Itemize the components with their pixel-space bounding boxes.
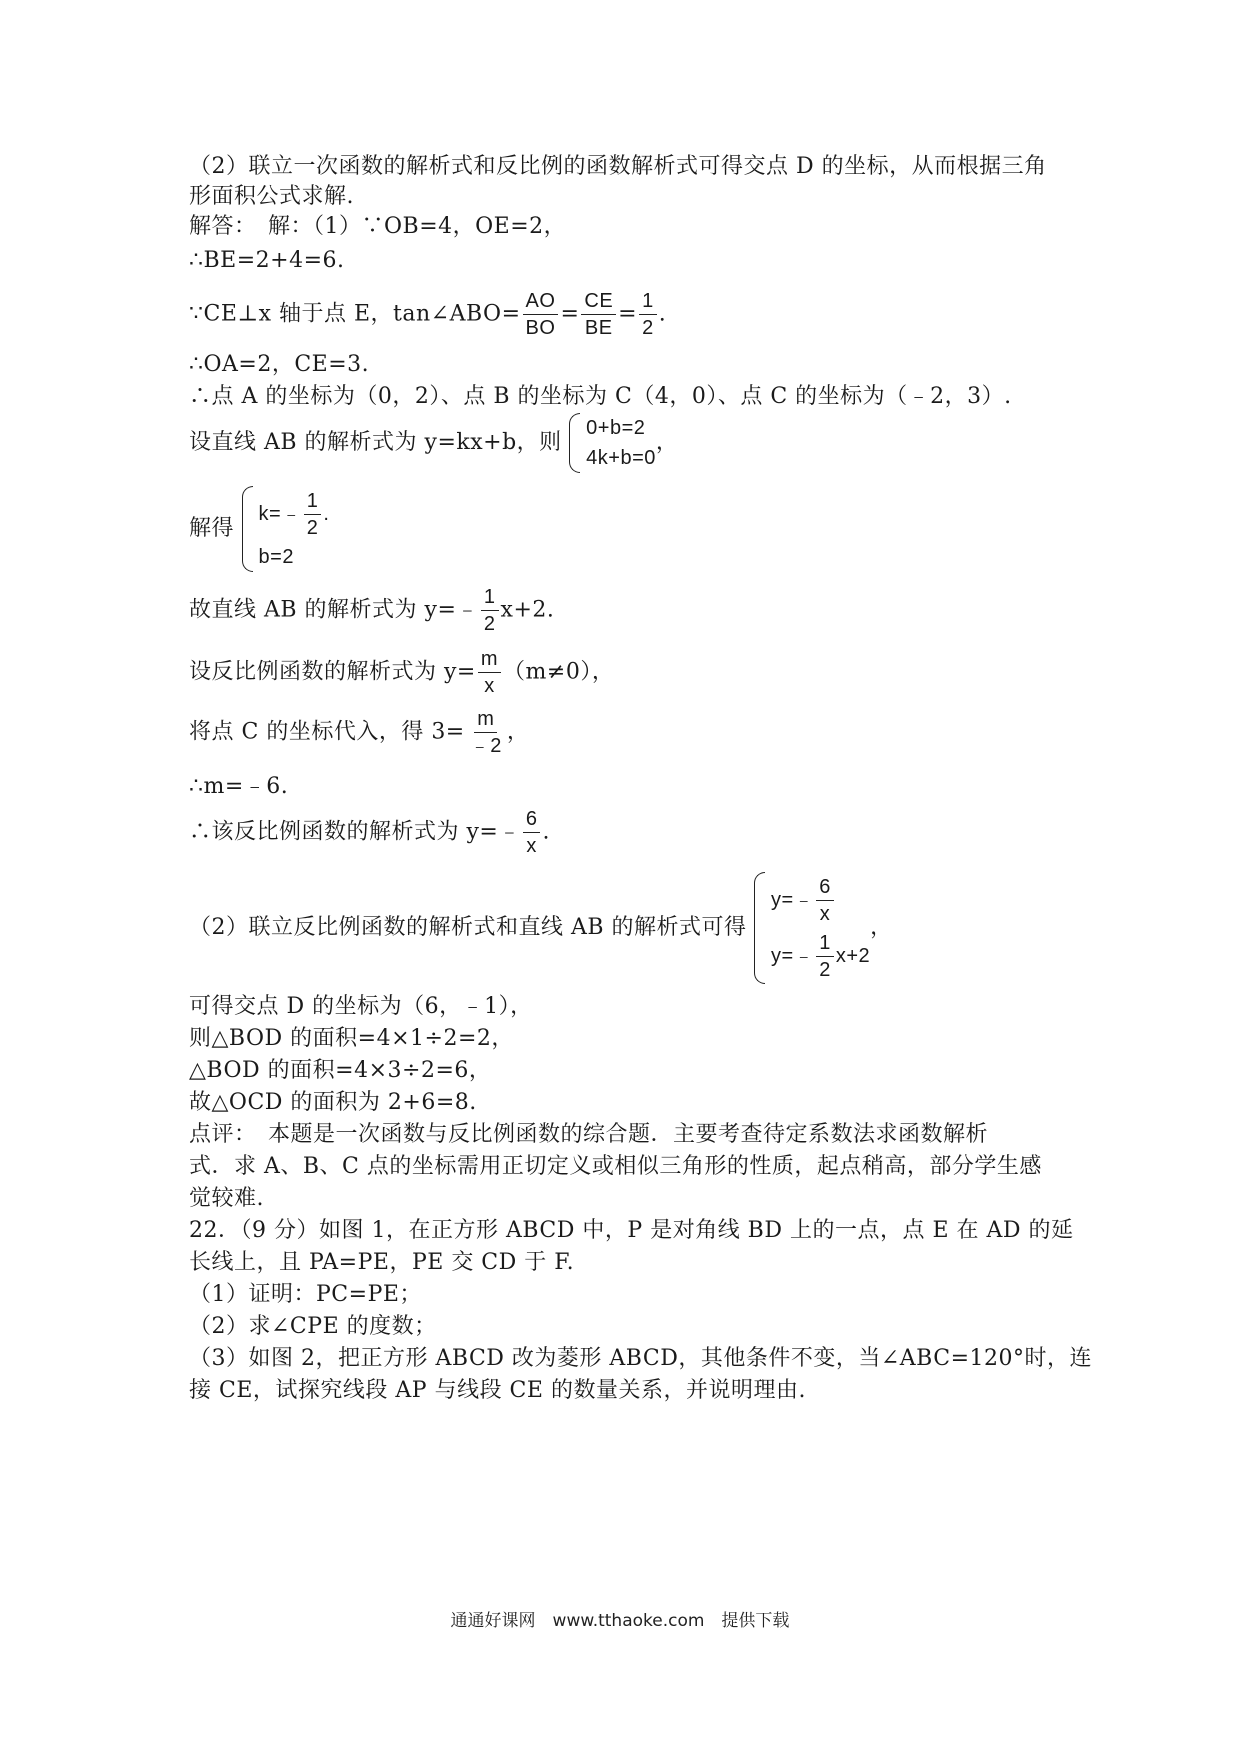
period: . [658, 301, 667, 327]
system-line-ab [189, 413, 678, 473]
left-brace [569, 413, 580, 473]
comma: ， [655, 430, 679, 455]
equation-system [569, 413, 656, 473]
inverse-result-line: ∴该反比例函数的解析式为 y=﹣ $\frac{6}{x}$ . [189, 808, 550, 857]
text-line: 解答： 解：（1）∵OB=4，OE=2， [189, 214, 567, 239]
system-row: y=﹣ $\frac{1}{2}$ x+2 [771, 932, 871, 982]
text-line: 故△OCD 的面积为 2+6=8. [189, 1090, 477, 1115]
text-line: 长线上，且 PA=PE，PE 交 CD 于 F. [189, 1250, 575, 1275]
page-footer: 通通好课网 www.tthaoke.com 提供下载 [450, 1611, 790, 1631]
denominator: BO [525, 317, 556, 339]
tan-equation-line [189, 288, 666, 341]
fraction: $\frac{6}{x}$ [523, 806, 541, 859]
text-line: 形面积公式求解. [189, 184, 354, 209]
fraction: $\frac{1}{2}$ [481, 584, 499, 637]
numerator: AO [523, 288, 559, 315]
system-row: 4k+b=0 [586, 447, 656, 469]
text-segment: 设直线 AB 的解析式为 y=kx+b，则 [189, 430, 562, 455]
fraction-one-half [639, 288, 657, 341]
line-ab-result: 故直线 AB 的解析式为 y=﹣ $\frac{1}{2}$ x+2. [189, 586, 555, 635]
fraction-ce-be [581, 288, 616, 341]
text-line: 则△BOD 的面积=4×1÷2=2， [189, 1026, 514, 1051]
left-brace [242, 486, 253, 572]
equals-sign: = [560, 301, 580, 327]
left-brace [754, 872, 765, 984]
fraction: $\frac{m}{x}$ [478, 646, 501, 699]
denominator: 2 [642, 317, 654, 339]
inverse-function-line: 设反比例函数的解析式为 y= $\frac{m}{x}$ （m≠0）， [189, 648, 615, 697]
text-segment: ∵CE⊥x 轴于点 E，tan∠ABO= [189, 301, 521, 327]
text-line: 可得交点 D 的坐标为（6，﹣1）， [189, 994, 533, 1019]
system-line-intersection: （2）联立反比例函数的解析式和直线 AB 的解析式可得 y=﹣ $\frac{6}{x}$ y=﹣ $\frac{1}{2}$ x+2 ， [189, 872, 893, 984]
system-row: k=﹣ $\frac{1}{2}$ . [258, 490, 330, 540]
text-line: 22．（9 分）如图 1，在正方形 ABCD 中，P 是对角线 BD 上的一点，点 E 在 AD 的延 [189, 1218, 1074, 1243]
text-line: △BOD 的面积=4×3÷2=6， [189, 1058, 492, 1083]
text-line: ∴点 A 的坐标为（0，2）、点 B 的坐标为 C（4，0）、点 C 的坐标为（﹣2，3）. [189, 384, 1012, 409]
fraction-ao-bo [523, 288, 559, 341]
text-line: ∴OA=2，CE=3. [189, 352, 370, 377]
text-line: 点评： 本题是一次函数与反比例函数的综合题．主要考查待定系数法求函数解析 [189, 1122, 989, 1147]
fraction: $\frac{m}{﹣2}$ [469, 708, 502, 757]
text-line: 接 CE，试探究线段 AP 与线段 CE 的数量关系，并说明理由. [189, 1378, 806, 1403]
text-line: （3）如图 2，把正方形 ABCD 改为菱形 ABCD，其他条件不变，当∠ABC=120°时，连 [189, 1346, 1092, 1371]
solution-system [242, 486, 330, 572]
numerator: CE [581, 288, 616, 315]
denominator: BE [584, 317, 613, 339]
text-segment: 解得 [189, 516, 235, 541]
system-row: y=﹣ $\frac{6}{x}$ [771, 872, 870, 928]
text-line: ∴BE=2+4=6. [189, 248, 345, 273]
substitute-line: 将点 C 的坐标代入，得 3= $\frac{m}{﹣2}$ ， [189, 708, 530, 757]
text-line: （1）证明：PC=PE； [189, 1282, 422, 1307]
text-line: 觉较难. [189, 1186, 264, 1211]
numerator: 1 [639, 288, 657, 315]
text-line: （2）联立一次函数的解析式和反比例的函数解析式可得交点 D 的坐标，从而根据三角 [189, 154, 1047, 179]
text-line: （2）求∠CPE 的度数； [189, 1314, 437, 1339]
equals-sign: = [618, 301, 638, 327]
system-row: b=2 [258, 546, 294, 568]
equation-system [754, 872, 870, 984]
system-row: 0+b=2 [586, 417, 646, 439]
solution-line [189, 486, 329, 572]
text-line: ∴m=﹣6. [189, 774, 289, 799]
text-line: 式．求 A、B、C 点的坐标需用正切定义或相似三角形的性质，起点稍高，部分学生感 [189, 1154, 1042, 1179]
